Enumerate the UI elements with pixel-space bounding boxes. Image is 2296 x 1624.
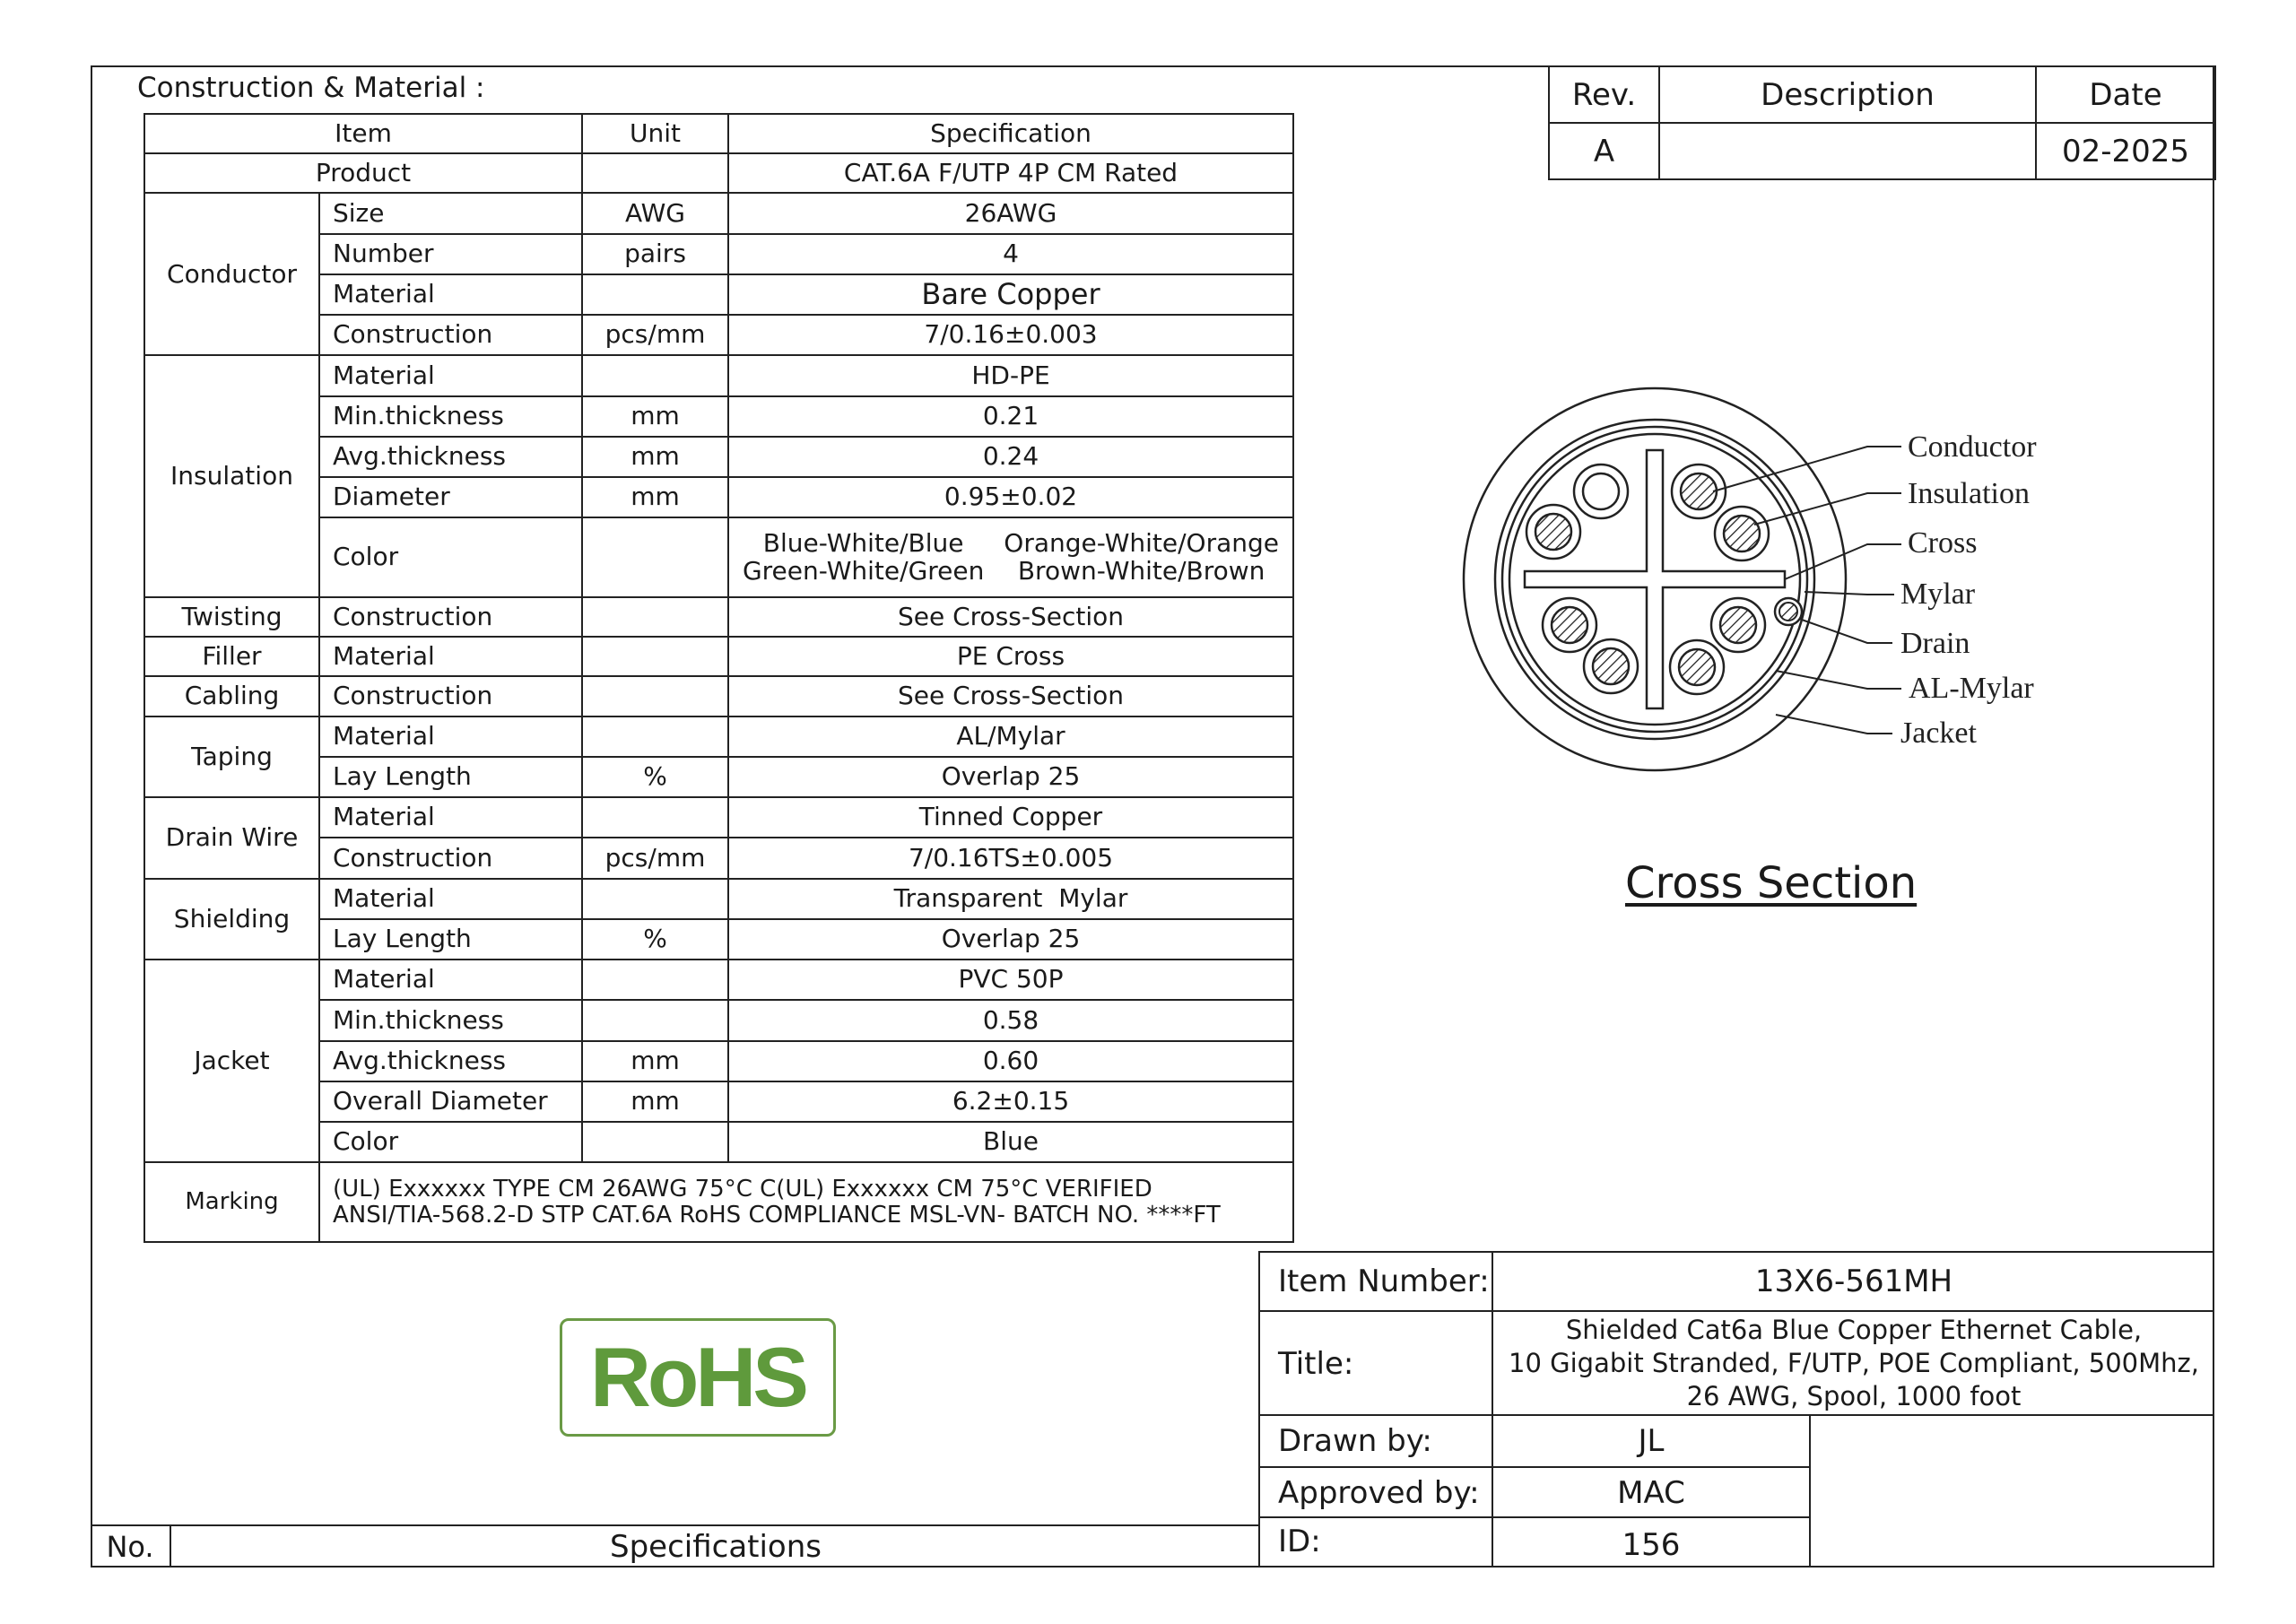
specifications-strip <box>91 1524 1260 1568</box>
drawn-by-value: JL <box>1638 1423 1665 1459</box>
row-label: Diameter <box>319 477 582 517</box>
item-number-value: 13X6-561MH <box>1754 1264 1953 1299</box>
row-label: Construction <box>319 676 582 716</box>
row-value: 0.60 <box>728 1041 1293 1081</box>
row-label: Material <box>319 637 582 676</box>
date-value: 02-2025 <box>2036 123 2215 179</box>
label-cross: Cross <box>1908 526 1978 560</box>
conductor-3 <box>1672 465 1726 518</box>
title-line-1: Shielded Cat6a Blue Copper Ethernet Cable, <box>1565 1315 2143 1345</box>
conductor-1 <box>1574 465 1628 518</box>
row-unit <box>582 716 728 757</box>
row-value: Overlap 25 <box>728 919 1293 960</box>
no-label: No. <box>91 1526 171 1568</box>
group-taping: Taping <box>144 716 319 798</box>
row-value: AL/Mylar <box>728 716 1293 757</box>
table-header-row <box>144 114 1293 153</box>
group-jacket: Jacket <box>144 960 319 1162</box>
drawn-by-label: Drawn by: <box>1278 1423 1432 1459</box>
row-unit <box>582 960 728 1000</box>
cross-section-diagram <box>1453 377 2081 789</box>
row-value: Transparent Mylar <box>728 879 1293 919</box>
title-line-2: 10 Gigabit Stranded, F/UTP, POE Compliant, 500Mhz, <box>1509 1348 2199 1378</box>
description-value <box>1659 123 2036 179</box>
rev-header: Rev. <box>1549 66 1659 123</box>
row-unit <box>582 797 728 838</box>
header-specification: Specification <box>728 114 1293 153</box>
row-label: Color <box>319 1122 582 1162</box>
row-unit: pcs/mm <box>582 315 728 355</box>
table-row <box>144 879 1293 919</box>
row-label: Construction <box>319 597 582 637</box>
rev-value: A <box>1549 123 1659 179</box>
rohs-logo: RoHS <box>560 1318 836 1437</box>
group-insulation: Insulation <box>144 355 319 596</box>
row-value: See Cross-Section <box>728 597 1293 637</box>
row-label: Size <box>319 193 582 233</box>
row-unit: % <box>582 757 728 797</box>
row-unit <box>582 637 728 676</box>
drain-wire-shape <box>1775 598 1802 625</box>
row-unit: % <box>582 919 728 960</box>
row-label: Construction <box>319 838 582 878</box>
row-unit <box>582 355 728 395</box>
header-item: Item <box>144 114 582 153</box>
row-unit: pairs <box>582 234 728 274</box>
table-row <box>144 676 1293 716</box>
cross-filler-shape <box>1525 450 1785 708</box>
row-value: 6.2±0.15 <box>728 1081 1293 1122</box>
row-value: Tinned Copper <box>728 797 1293 838</box>
label-conductor: Conductor <box>1908 430 2037 464</box>
row-label: Color <box>319 517 582 596</box>
table-row <box>144 797 1293 838</box>
table-row <box>144 960 1293 1000</box>
specifications-label: Specifications <box>609 1529 822 1565</box>
conductor-4 <box>1715 507 1769 560</box>
group-filler: Filler <box>144 637 319 676</box>
id-value: 156 <box>1622 1527 1681 1563</box>
date-header: Date <box>2036 66 2215 123</box>
product-label: Product <box>144 153 582 193</box>
table-row <box>144 597 1293 637</box>
product-value: CAT.6A F/UTP 4P CM Rated <box>728 153 1293 193</box>
row-label: Material <box>319 274 582 315</box>
row-label: Material <box>319 355 582 395</box>
row-label: Min.thickness <box>319 396 582 437</box>
row-label: Material <box>319 797 582 838</box>
row-value: 7/0.16TS±0.005 <box>728 838 1293 878</box>
group-cabling: Cabling <box>144 676 319 716</box>
row-label: Material <box>319 960 582 1000</box>
row-value: 0.58 <box>728 1000 1293 1040</box>
row-unit <box>582 1000 728 1040</box>
row-value: 7/0.16±0.003 <box>728 315 1293 355</box>
row-label: Material <box>319 879 582 919</box>
label-drain: Drain <box>1900 627 1970 660</box>
group-shielding: Shielding <box>144 879 319 960</box>
row-value: Blue <box>728 1122 1293 1162</box>
marking-text <box>319 1162 1293 1242</box>
approved-by-value: MAC <box>1617 1475 1685 1511</box>
row-value: 0.21 <box>728 396 1293 437</box>
row-label: Overall Diameter <box>319 1081 582 1122</box>
insulation-colors <box>728 517 1293 596</box>
row-value: PVC 50P <box>728 960 1293 1000</box>
label-insulation: Insulation <box>1908 477 2030 510</box>
row-value: See Cross-Section <box>728 676 1293 716</box>
row-label: Avg.thickness <box>319 1041 582 1081</box>
row-value: 26AWG <box>728 193 1293 233</box>
row-label: Number <box>319 234 582 274</box>
group-drain-wire: Drain Wire <box>144 797 319 879</box>
row-unit <box>582 1122 728 1162</box>
cross-section-title: Cross Section <box>1625 858 1918 908</box>
row-unit: pcs/mm <box>582 838 728 878</box>
conductor-8 <box>1670 640 1724 694</box>
row-label: Lay Length <box>319 757 582 797</box>
title-label: Title: <box>1278 1346 1354 1382</box>
label-al-mylar: AL-Mylar <box>1909 672 2034 705</box>
row-label: Min.thickness <box>319 1000 582 1040</box>
table-row <box>144 637 1293 676</box>
row-value: 0.24 <box>728 437 1293 477</box>
row-unit <box>582 597 728 637</box>
row-value: 0.95±0.02 <box>728 477 1293 517</box>
color-pair-4: Brown-White/Brown <box>1017 555 1265 586</box>
row-unit <box>582 879 728 919</box>
row-value: Bare Copper <box>728 274 1293 315</box>
label-jacket: Jacket <box>1900 716 1977 750</box>
approved-by-label: Approved by: <box>1278 1475 1480 1511</box>
id-label: ID: <box>1278 1524 1321 1559</box>
row-value: PE Cross <box>728 637 1293 676</box>
conductor-2 <box>1526 505 1580 559</box>
row-label: Construction <box>319 315 582 355</box>
row-label: Lay Length <box>319 919 582 960</box>
marking-line-1: (UL) Exxxxxx TYPE CM 26AWG 75°C C(UL) Exxxxxx CM 75°C VERIFIED <box>333 1176 1152 1203</box>
marking-line-2: ANSI/TIA-568.2-D STP CAT.6A RoHS COMPLIANCE MSL-VN- BATCH NO. ****FT <box>333 1201 1221 1229</box>
item-number-label: Item Number: <box>1278 1264 1490 1299</box>
row-value: 4 <box>728 234 1293 274</box>
color-pair-1: Blue-White/Blue <box>762 527 964 558</box>
product-unit <box>582 153 728 193</box>
revision-table <box>1548 65 2216 180</box>
row-value: HD-PE <box>728 355 1293 395</box>
label-mylar: Mylar <box>1900 578 1976 611</box>
table-row <box>144 716 1293 757</box>
table-row <box>144 355 1293 395</box>
row-label: Avg.thickness <box>319 437 582 477</box>
table-row <box>144 153 1293 193</box>
color-pair-2: Green-White/Green <box>742 555 985 586</box>
group-twisting: Twisting <box>144 597 319 637</box>
group-marking: Marking <box>144 1162 319 1242</box>
conductor-6 <box>1584 639 1638 693</box>
row-unit <box>582 274 728 315</box>
group-conductor: Conductor <box>144 193 319 355</box>
row-unit: AWG <box>582 193 728 233</box>
table-row <box>144 1162 1293 1242</box>
row-value: Overlap 25 <box>728 757 1293 797</box>
row-unit <box>582 517 728 596</box>
row-unit: mm <box>582 396 728 437</box>
row-unit: mm <box>582 1041 728 1081</box>
row-unit <box>582 676 728 716</box>
color-pair-3: Orange-White/Orange <box>1004 527 1280 558</box>
row-unit: mm <box>582 437 728 477</box>
row-label: Material <box>319 716 582 757</box>
conductor-5 <box>1543 598 1596 652</box>
conductor-7 <box>1711 598 1765 652</box>
title-value <box>1493 1314 2214 1413</box>
title-block <box>1258 1251 2214 1568</box>
title-line-3: 26 AWG, Spool, 1000 foot <box>1686 1381 2022 1411</box>
header-unit: Unit <box>582 114 728 153</box>
description-header: Description <box>1659 66 2036 123</box>
row-unit: mm <box>582 477 728 517</box>
section-title: Construction & Material : <box>137 72 485 104</box>
table-row <box>144 193 1293 233</box>
row-unit: mm <box>582 1081 728 1122</box>
spec-table <box>144 113 1294 1243</box>
